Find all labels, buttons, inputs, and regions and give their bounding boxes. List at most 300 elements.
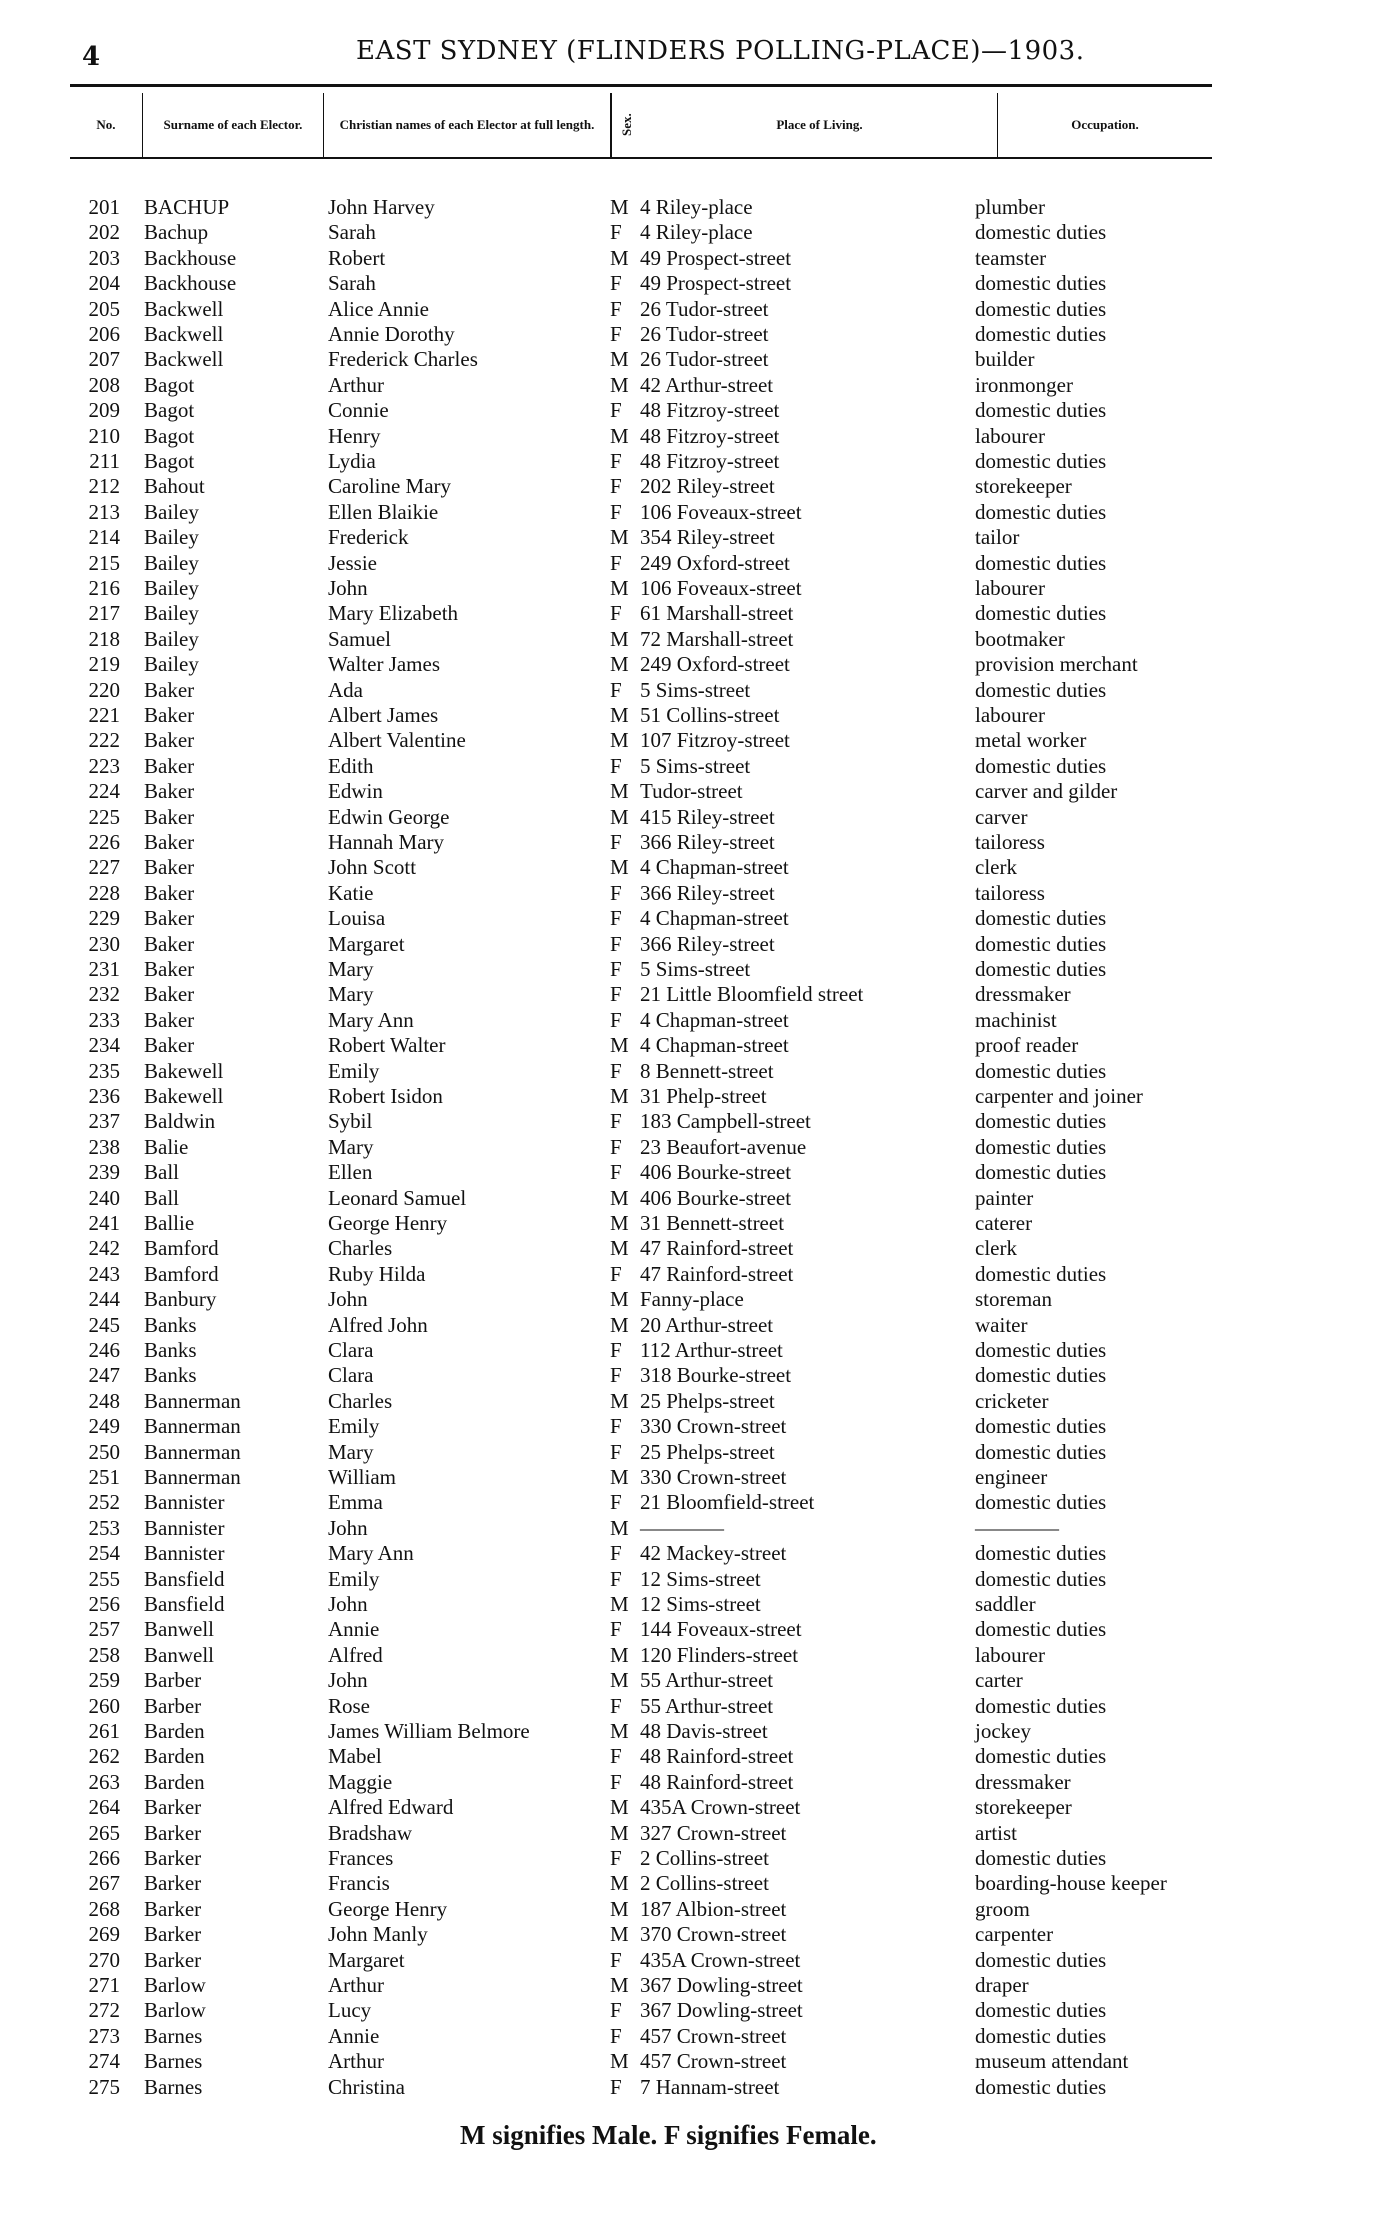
elector-surname: Baker (144, 931, 195, 956)
elector-place-of-living: 367 Dowling-street (640, 1998, 803, 2023)
elector-place-of-living: 42 Arthur-street (640, 372, 774, 397)
table-row (0, 2075, 1382, 2100)
elector-surname: Barlow (144, 1973, 206, 1997)
elector-surname: Banks (144, 1312, 197, 1337)
elector-place-of-living: 4 Chapman-street (640, 855, 789, 880)
table-row (0, 1059, 1382, 1084)
elector-surname: Baker (144, 906, 195, 931)
elector-place-of-living: 435A Crown-street (640, 1947, 801, 1972)
elector-occupation: domestic duties (975, 906, 1107, 931)
elector-place-of-living: 330 Crown-street (640, 1465, 787, 1489)
elector-occupation: domestic duties (975, 1160, 1107, 1185)
table-header (70, 93, 1212, 159)
elector-occupation: domestic duties (975, 1998, 1107, 2023)
elector-number: 225 (88, 804, 120, 829)
elector-sex: F (610, 1566, 622, 1591)
table-row (0, 728, 1382, 753)
elector-sex: F (610, 1134, 622, 1159)
table-row (0, 1211, 1382, 1236)
elector-sex: F (610, 1490, 622, 1515)
elector-sex: F (610, 1439, 622, 1464)
elector-number: 202 (88, 220, 120, 245)
elector-surname: Barber (144, 1693, 202, 1718)
elector-occupation: domestic duties (975, 220, 1107, 245)
elector-occupation: carver and gilder (975, 779, 1118, 804)
elector-surname: Baker (144, 880, 195, 905)
elector-occupation: domestic duties (975, 1414, 1107, 1439)
elector-sex: F (610, 398, 622, 423)
elector-christian-names: Annie (328, 2023, 380, 2048)
table-row (0, 1008, 1382, 1033)
elector-occupation: clerk (975, 855, 1017, 880)
elector-sex: M (610, 1312, 629, 1337)
elector-christian-names: Mary Ann (328, 1541, 414, 1566)
elector-sex: M (610, 1973, 629, 1997)
elector-sex: M (610, 195, 629, 219)
table-row (0, 1033, 1382, 1058)
header-christian-names: Christian names of each Elector at full length. (324, 93, 611, 157)
table-row (0, 1719, 1382, 1744)
elector-christian-names: Louisa (328, 906, 386, 931)
table-row (0, 551, 1382, 576)
elector-christian-names: Robert Isidon (328, 1084, 443, 1108)
elector-place-of-living: 330 Crown-street (640, 1414, 787, 1439)
elector-surname: Baker (144, 982, 195, 1007)
elector-christian-names: John (328, 1668, 368, 1693)
elector-surname: Banks (144, 1338, 197, 1362)
elector-christian-names: Alice Annie (328, 296, 429, 321)
elector-sex: F (610, 1947, 622, 1972)
elector-number: 203 (88, 245, 120, 270)
elector-sex: F (610, 601, 622, 626)
elector-occupation: domestic duties (975, 322, 1107, 346)
elector-occupation: carpenter (975, 1922, 1054, 1947)
elector-place-of-living: 4 Riley-place (640, 220, 753, 245)
elector-number: 247 (88, 1363, 120, 1388)
table-row (0, 576, 1382, 601)
table-row (0, 2024, 1382, 2049)
elector-place-of-living: 4 Chapman-street (640, 1007, 789, 1032)
elector-surname: Barker (144, 1871, 202, 1896)
elector-occupation: storekeeper (975, 1795, 1072, 1820)
elector-occupation: domestic duties (975, 1541, 1107, 1566)
elector-number: 249 (88, 1414, 120, 1439)
elector-christian-names: Connie (328, 398, 389, 423)
table-row (0, 1338, 1382, 1363)
elector-place-of-living: 107 Fitzroy-street (640, 728, 790, 753)
table-row (0, 805, 1382, 830)
elector-occupation: domestic duties (975, 1134, 1107, 1159)
elector-sex: F (610, 449, 622, 473)
elector-occupation: domestic duties (975, 398, 1107, 423)
elector-christian-names: Frederick Charles (328, 347, 478, 372)
elector-christian-names: Edwin George (328, 804, 450, 829)
elector-surname: Bailey (144, 525, 199, 550)
sex-legend: M signifies Male. F signifies Female. (460, 2120, 877, 2150)
elector-number: 221 (88, 703, 120, 727)
elector-place-of-living: 318 Bourke-street (640, 1363, 792, 1388)
table-row (0, 652, 1382, 677)
elector-place-of-living: 106 Foveaux-street (640, 576, 802, 600)
elector-christian-names: Frances (328, 1846, 394, 1870)
elector-place-of-living: 112 Arthur-street (640, 1338, 783, 1362)
elector-occupation: storekeeper (975, 474, 1072, 499)
elector-christian-names: Rose (328, 1693, 370, 1718)
elector-surname: BACHUP (144, 195, 230, 219)
elector-surname: Baker (144, 830, 195, 854)
elector-christian-names: Robert Walter (328, 1033, 446, 1058)
elector-occupation: domestic duties (975, 1947, 1107, 1972)
elector-place-of-living: 187 Albion-street (640, 1896, 787, 1921)
elector-place-of-living: 20 Arthur-street (640, 1312, 774, 1337)
elector-occupation: domestic duties (975, 931, 1107, 956)
elector-christian-names: Katie (328, 880, 374, 905)
elector-place-of-living: 49 Prospect-street (640, 271, 792, 296)
elector-christian-names: Lydia (328, 449, 376, 473)
elector-number: 227 (88, 855, 120, 880)
elector-surname: Barker (144, 1795, 202, 1820)
elector-surname: Backhouse (144, 271, 237, 296)
table-row (0, 1236, 1382, 1261)
elector-sex: F (610, 1744, 622, 1769)
elector-place-of-living: 5 Sims-street (640, 957, 751, 981)
elector-number: 228 (88, 880, 120, 905)
elector-sex: M (610, 1795, 629, 1820)
elector-occupation: domestic duties (975, 271, 1107, 296)
elector-christian-names: John Harvey (328, 195, 435, 219)
elector-place-of-living: 26 Tudor-street (640, 322, 769, 346)
table-row (0, 1643, 1382, 1668)
elector-sex: F (610, 830, 622, 854)
table-row (0, 322, 1382, 347)
elector-surname: Baker (144, 855, 195, 880)
table-row (0, 754, 1382, 779)
elector-sex: M (610, 1388, 629, 1413)
elector-surname: Baker (144, 779, 195, 804)
table-row (0, 1846, 1382, 1871)
elector-christian-names: Mabel (328, 1744, 382, 1769)
elector-christian-names: Hannah Mary (328, 830, 445, 854)
table-row (0, 398, 1382, 423)
elector-occupation: domestic duties (975, 1617, 1107, 1642)
elector-surname: Barker (144, 1947, 202, 1972)
elector-surname: Bagot (144, 423, 195, 448)
elector-place-of-living: 49 Prospect-street (640, 245, 792, 270)
elector-sex: F (610, 1261, 622, 1286)
elector-occupation: domestic duties (975, 957, 1107, 981)
elector-place-of-living: 457 Crown-street (640, 2023, 787, 2048)
elector-number: 222 (88, 728, 120, 753)
elector-place-of-living: 249 Oxford-street (640, 550, 790, 575)
elector-surname: Baker (144, 728, 195, 753)
elector-christian-names: Margaret (328, 931, 405, 956)
elector-sex: M (610, 855, 629, 880)
elector-number: 272 (88, 1998, 120, 2023)
elector-occupation: plumber (975, 195, 1045, 219)
elector-place-of-living: 48 Rainford-street (640, 1769, 794, 1794)
elector-christian-names: Walter James (328, 652, 441, 677)
elector-place-of-living: 366 Riley-street (640, 830, 775, 854)
elector-surname: Barnes (144, 2023, 203, 2048)
elector-sex: M (610, 525, 629, 550)
elector-occupation: domestic duties (975, 550, 1107, 575)
header-occupation: Occupation. (1071, 116, 1139, 132)
elector-surname: Ballie (144, 1211, 195, 1235)
elector-place-of-living: 106 Foveaux-street (640, 499, 802, 524)
elector-occupation: engineer (975, 1465, 1048, 1489)
elector-surname: Backwell (144, 296, 224, 321)
elector-occupation: domestic duties (975, 1261, 1107, 1286)
elector-christian-names: Mary (328, 957, 374, 981)
elector-occupation: domestic duties (975, 1109, 1107, 1134)
elector-christian-names: Emily (328, 1058, 380, 1083)
elector-number: 237 (88, 1109, 120, 1134)
elector-number: 252 (88, 1490, 120, 1515)
elector-place-of-living: 48 Davis-street (640, 1719, 768, 1743)
elector-sex: F (610, 1414, 622, 1439)
elector-number: 230 (88, 931, 120, 956)
elector-occupation: domestic duties (975, 677, 1107, 702)
elector-place-of-living: 48 Rainford-street (640, 1744, 794, 1769)
elector-number: 254 (88, 1541, 120, 1566)
elector-christian-names: Francis (328, 1871, 390, 1896)
elector-place-of-living: 7 Hannam-street (640, 2074, 780, 2099)
elector-number: 255 (88, 1566, 120, 1591)
elector-number: 274 (88, 2049, 120, 2074)
elector-sex: M (610, 626, 629, 651)
elector-occupation: tailoress (975, 830, 1045, 854)
elector-sex: M (610, 1084, 629, 1108)
elector-sex: M (610, 1642, 629, 1667)
elector-occupation: artist (975, 1820, 1017, 1845)
elector-place-of-living: 327 Crown-street (640, 1820, 787, 1845)
elector-occupation: labourer (975, 1642, 1045, 1667)
elector-number: 239 (88, 1160, 120, 1185)
elector-sex: F (610, 1338, 622, 1362)
elector-place-of-living: 72 Marshall-street (640, 626, 794, 651)
elector-number: 209 (88, 398, 120, 423)
elector-surname: Bamford (144, 1261, 219, 1286)
elector-sex: F (610, 2023, 622, 2048)
elector-surname: Bagot (144, 449, 195, 473)
header-surname: Surname of each Elector. (143, 93, 324, 157)
elector-sex: F (610, 1109, 622, 1134)
elector-surname: Barnes (144, 2074, 203, 2099)
elector-christian-names: Frederick (328, 525, 409, 550)
elector-number: 271 (88, 1973, 120, 1997)
elector-number: 263 (88, 1769, 120, 1794)
elector-place-of-living: 4 Chapman-street (640, 906, 789, 931)
elector-place-of-living: 183 Campbell-street (640, 1109, 811, 1134)
elector-number: 257 (88, 1617, 120, 1642)
elector-christian-names: Mary Elizabeth (328, 601, 459, 626)
elector-surname: Barnes (144, 2049, 203, 2074)
elector-occupation: domestic duties (975, 753, 1107, 778)
elector-christian-names: Annie Dorothy (328, 322, 455, 346)
elector-surname: Barden (144, 1769, 205, 1794)
elector-number: 248 (88, 1388, 120, 1413)
elector-sex: F (610, 550, 622, 575)
elector-number: 216 (88, 576, 120, 600)
elector-number: 207 (88, 347, 120, 372)
elector-sex: F (610, 1541, 622, 1566)
elector-number: 219 (88, 652, 120, 677)
elector-place-of-living: 144 Foveaux-street (640, 1617, 802, 1642)
elector-number: 259 (88, 1668, 120, 1693)
elector-place-of-living: ———— (640, 1515, 724, 1540)
table-row (0, 932, 1382, 957)
elector-occupation: tailor (975, 525, 1020, 550)
elector-sex: F (610, 499, 622, 524)
elector-surname: Bakewell (144, 1084, 224, 1108)
elector-number: 201 (88, 195, 120, 219)
elector-occupation: ———— (975, 1515, 1059, 1540)
table-row (0, 1948, 1382, 1973)
elector-number: 251 (88, 1465, 120, 1489)
elector-place-of-living: 367 Dowling-street (640, 1973, 803, 1997)
header-place-of-living: Place of Living. (642, 93, 998, 157)
table-row (0, 1973, 1382, 1998)
elector-occupation: domestic duties (975, 601, 1107, 626)
elector-sex: M (610, 1719, 629, 1743)
elector-number: 269 (88, 1922, 120, 1947)
elector-christian-names: Charles (328, 1388, 393, 1413)
elector-number: 266 (88, 1846, 120, 1870)
elector-place-of-living: 4 Chapman-street (640, 1033, 789, 1058)
elector-occupation: museum attendant (975, 2049, 1129, 2074)
table-row (0, 1160, 1382, 1185)
elector-number: 208 (88, 372, 120, 397)
elector-number: 224 (88, 779, 120, 804)
elector-surname: Bannerman (144, 1414, 241, 1439)
elector-occupation: carver (975, 804, 1028, 829)
table-row (0, 1897, 1382, 1922)
elector-surname: Backwell (144, 347, 224, 372)
elector-surname: Barber (144, 1668, 202, 1693)
elector-christian-names: Clara (328, 1363, 374, 1388)
elector-surname: Bailey (144, 576, 199, 600)
elector-number: 229 (88, 906, 120, 931)
header-no: No. (70, 93, 143, 157)
elector-number: 275 (88, 2074, 120, 2099)
elector-sex: M (610, 1515, 629, 1540)
elector-sex: M (610, 1185, 629, 1210)
elector-sex: F (610, 271, 622, 296)
elector-surname: Baker (144, 703, 195, 727)
table-row (0, 1363, 1382, 1388)
table-row (0, 1490, 1382, 1515)
elector-number: 261 (88, 1719, 120, 1743)
elector-place-of-living: 47 Rainford-street (640, 1236, 794, 1261)
elector-number: 213 (88, 499, 120, 524)
elector-place-of-living: 47 Rainford-street (640, 1261, 794, 1286)
header-sex: Sex. (611, 93, 642, 157)
table-row (0, 297, 1382, 322)
elector-surname: Banwell (144, 1642, 214, 1667)
elector-occupation: boarding-house keeper (975, 1871, 1167, 1896)
elector-surname: Bannerman (144, 1388, 241, 1413)
elector-sex: M (610, 347, 629, 372)
elector-christian-names: Sarah (328, 220, 376, 245)
table-row (0, 1922, 1382, 1947)
elector-christian-names: John (328, 1592, 368, 1616)
elector-place-of-living: 26 Tudor-street (640, 296, 769, 321)
elector-christian-names: Ada (328, 677, 363, 702)
elector-sex: M (610, 728, 629, 753)
table-row (0, 1186, 1382, 1211)
elector-occupation: machinist (975, 1007, 1057, 1032)
elector-occupation: bootmaker (975, 626, 1065, 651)
elector-place-of-living: 42 Mackey-street (640, 1541, 787, 1566)
elector-number: 262 (88, 1744, 120, 1769)
elector-sex: F (610, 906, 622, 931)
elector-place-of-living: 2 Collins-street (640, 1871, 769, 1896)
elector-surname: Baker (144, 804, 195, 829)
elector-sex: F (610, 1363, 622, 1388)
elector-sex: M (610, 245, 629, 270)
elector-sex: M (610, 1211, 629, 1235)
elector-number: 250 (88, 1439, 120, 1464)
elector-christian-names: Maggie (328, 1769, 393, 1794)
elector-surname: Ball (144, 1185, 179, 1210)
elector-christian-names: Henry (328, 423, 381, 448)
elector-surname: Barden (144, 1744, 205, 1769)
elector-place-of-living: 406 Bourke-street (640, 1160, 792, 1185)
elector-occupation: dressmaker (975, 982, 1071, 1007)
table-row (0, 1287, 1382, 1312)
elector-christian-names: Clara (328, 1338, 374, 1362)
elector-number: 265 (88, 1820, 120, 1845)
table-row (0, 1770, 1382, 1795)
table-row (0, 982, 1382, 1007)
table-row (0, 1795, 1382, 1820)
elector-christian-names: Charles (328, 1236, 393, 1261)
elector-place-of-living: 25 Phelps-street (640, 1439, 775, 1464)
elector-surname: Baker (144, 957, 195, 981)
table-row (0, 1694, 1382, 1719)
table-row (0, 195, 1382, 220)
elector-sex: F (610, 1769, 622, 1794)
elector-christian-names: Arthur (328, 1973, 384, 1997)
elector-sex: F (610, 322, 622, 346)
table-row (0, 1084, 1382, 1109)
elector-christian-names: Albert Valentine (328, 728, 466, 753)
table-row (0, 1465, 1382, 1490)
elector-surname: Bansfield (144, 1592, 225, 1616)
elector-occupation: dressmaker (975, 1769, 1071, 1794)
elector-surname: Bannister (144, 1515, 225, 1540)
elector-place-of-living: 48 Fitzroy-street (640, 449, 780, 473)
elector-surname: Baker (144, 677, 195, 702)
elector-christian-names: Emily (328, 1566, 380, 1591)
elector-surname: Bannerman (144, 1439, 241, 1464)
elector-sex: M (610, 1896, 629, 1921)
elector-christian-names: Edwin (328, 779, 383, 804)
elector-sex: F (610, 957, 622, 981)
elector-christian-names: Jessie (328, 550, 377, 575)
elector-christian-names: Samuel (328, 626, 391, 651)
table-row (0, 1414, 1382, 1439)
table-row (0, 424, 1382, 449)
table-row (0, 2049, 1382, 2074)
elector-place-of-living: Fanny-place (640, 1287, 744, 1312)
elector-place-of-living: 31 Phelp-street (640, 1084, 767, 1108)
elector-number: 235 (88, 1058, 120, 1083)
elector-occupation: provision merchant (975, 652, 1138, 677)
elector-place-of-living: 61 Marshall-street (640, 601, 794, 626)
elector-surname: Backwell (144, 322, 224, 346)
elector-christian-names: Sybil (328, 1109, 373, 1134)
